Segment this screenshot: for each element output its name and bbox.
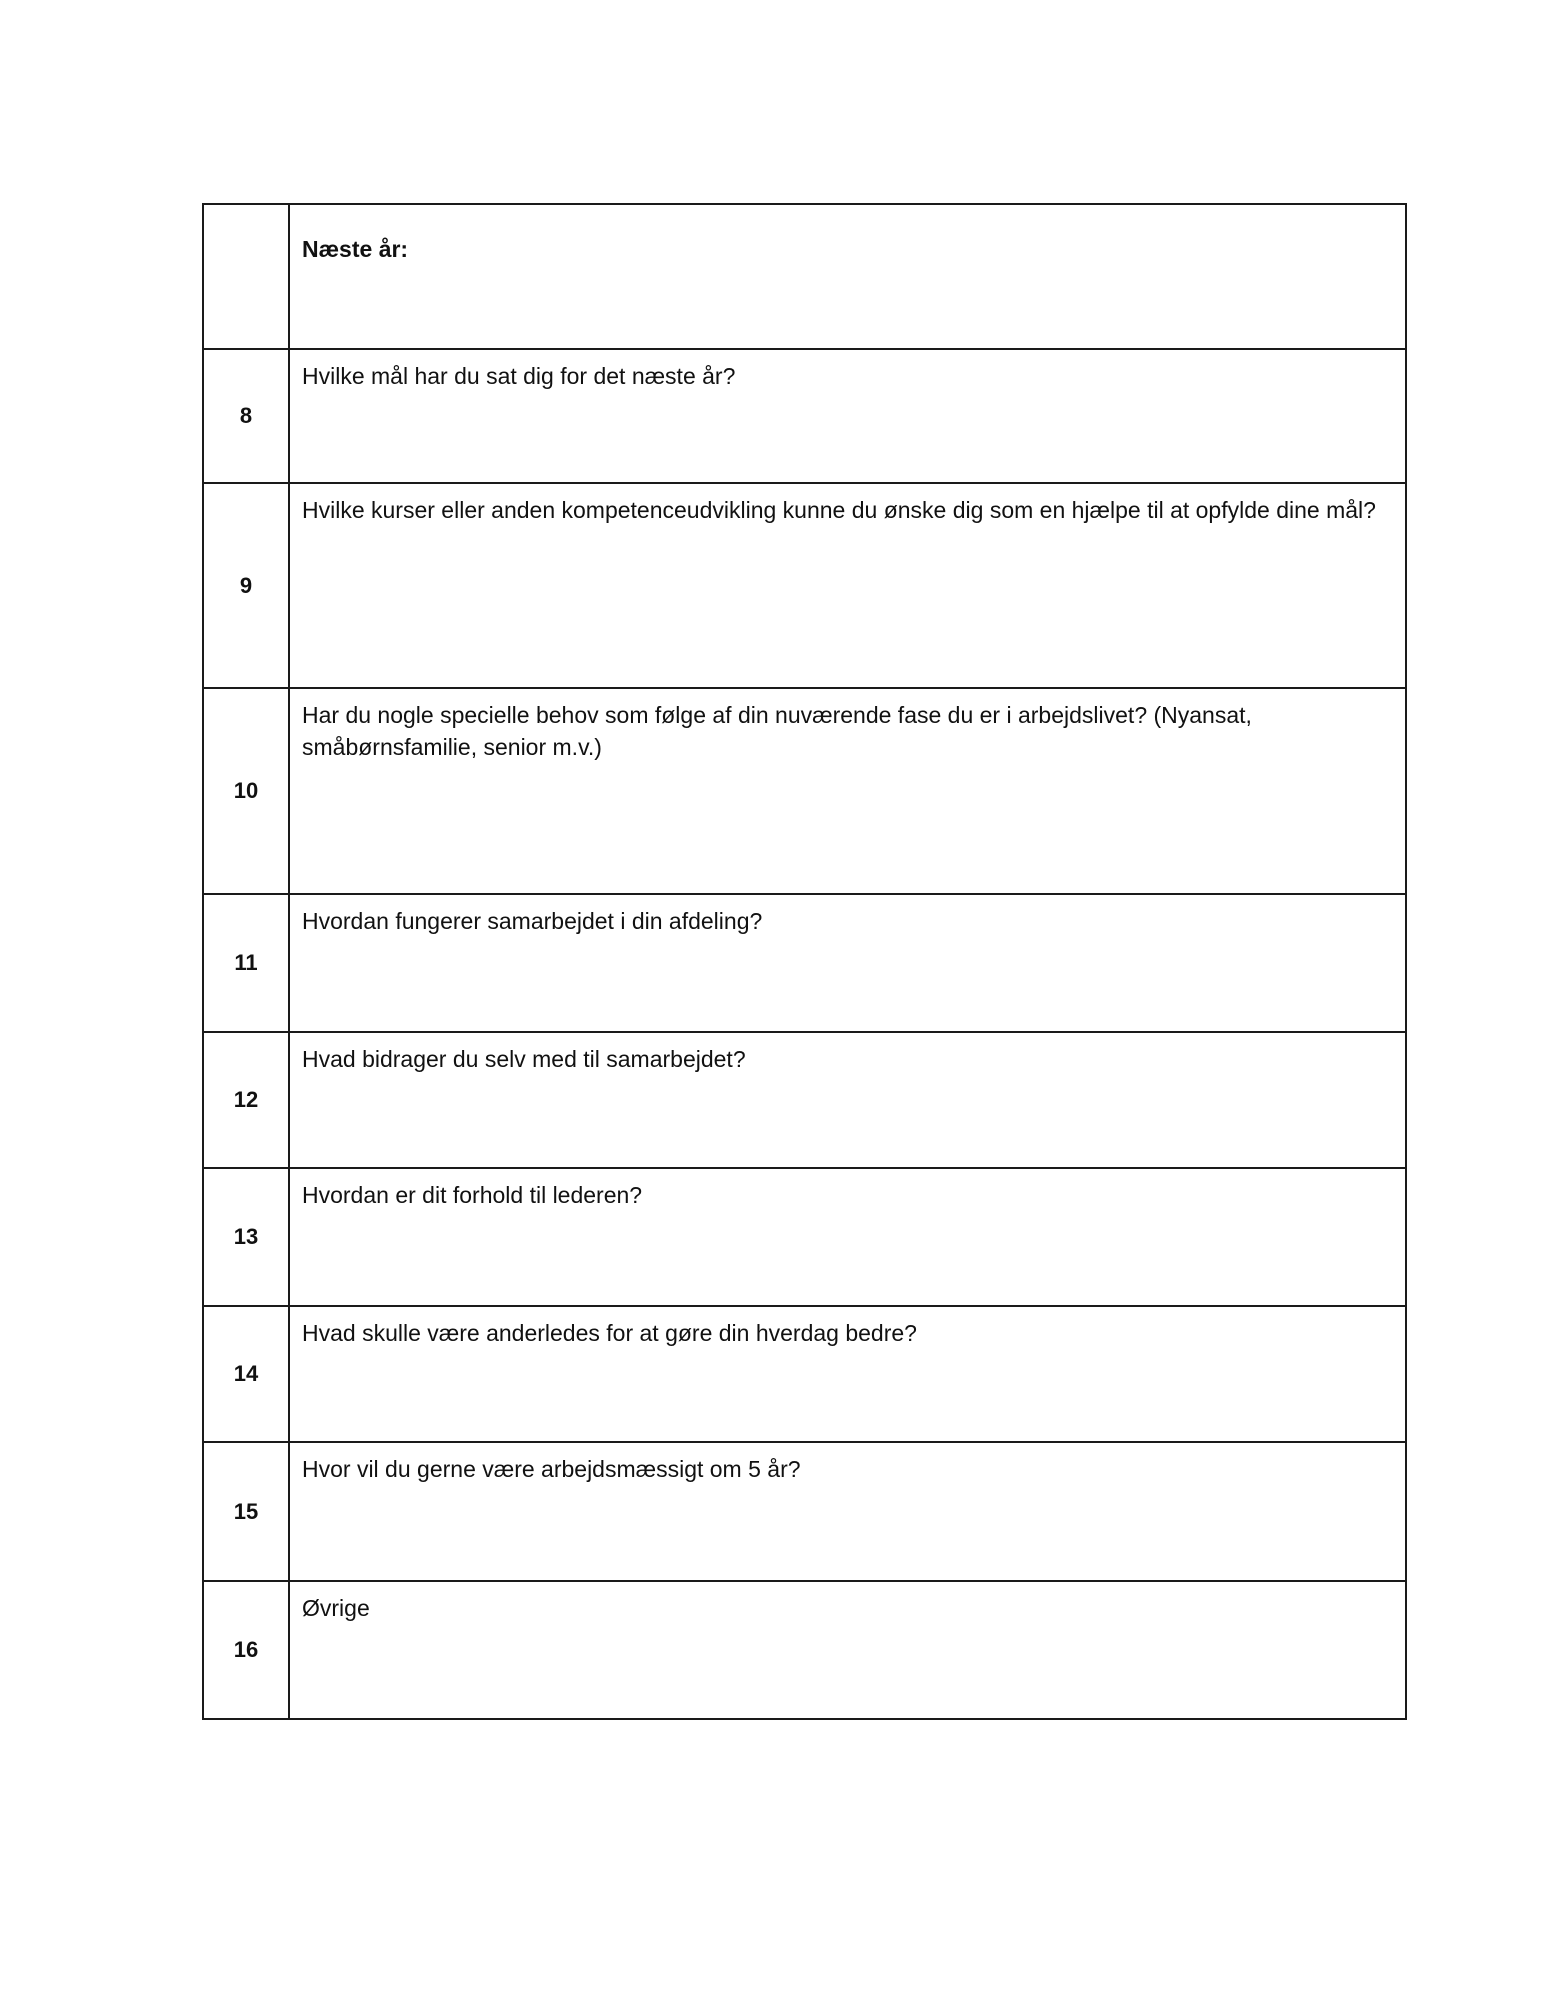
- question-number: 8: [203, 349, 289, 483]
- question-text[interactable]: Øvrige: [289, 1581, 1406, 1719]
- question-number: 9: [203, 483, 289, 688]
- question-text[interactable]: Hvilke kurser eller anden kompetenceudvikling kunne du ønske dig som en hjælpe til at opfylde dine mål?: [289, 483, 1406, 688]
- table-row: [203, 1168, 1406, 1306]
- question-number: 11: [203, 894, 289, 1032]
- table-row: [203, 1032, 1406, 1168]
- question-number: 16: [203, 1581, 289, 1719]
- table-row: [203, 349, 1406, 483]
- table-row: [203, 1442, 1406, 1581]
- section-heading: Næste år:: [289, 204, 1406, 349]
- question-text[interactable]: Har du nogle specielle behov som følge af din nuværende fase du er i arbejdslivet? (Nyansat, småbørnsfamilie, senior m.v.): [289, 688, 1406, 894]
- question-number: 12: [203, 1032, 289, 1168]
- question-number: 14: [203, 1306, 289, 1442]
- question-number: 10: [203, 688, 289, 894]
- table-row: [203, 688, 1406, 894]
- question-text[interactable]: Hvad skulle være anderledes for at gøre din hverdag bedre?: [289, 1306, 1406, 1442]
- question-number: 13: [203, 1168, 289, 1306]
- question-number: 15: [203, 1442, 289, 1581]
- header-number-cell: [203, 204, 289, 349]
- table-row: [203, 1306, 1406, 1442]
- question-text[interactable]: Hvilke mål har du sat dig for det næste år?: [289, 349, 1406, 483]
- question-text[interactable]: Hvor vil du gerne være arbejdsmæssigt om 5 år?: [289, 1442, 1406, 1581]
- question-text[interactable]: Hvordan er dit forhold til lederen?: [289, 1168, 1406, 1306]
- table-row: [203, 894, 1406, 1032]
- table-row: [203, 1581, 1406, 1719]
- question-form-table: [202, 203, 1407, 1720]
- table-header-row: [203, 204, 1406, 349]
- question-text[interactable]: Hvad bidrager du selv med til samarbejdet?: [289, 1032, 1406, 1168]
- question-text[interactable]: Hvordan fungerer samarbejdet i din afdeling?: [289, 894, 1406, 1032]
- table-row: [203, 483, 1406, 688]
